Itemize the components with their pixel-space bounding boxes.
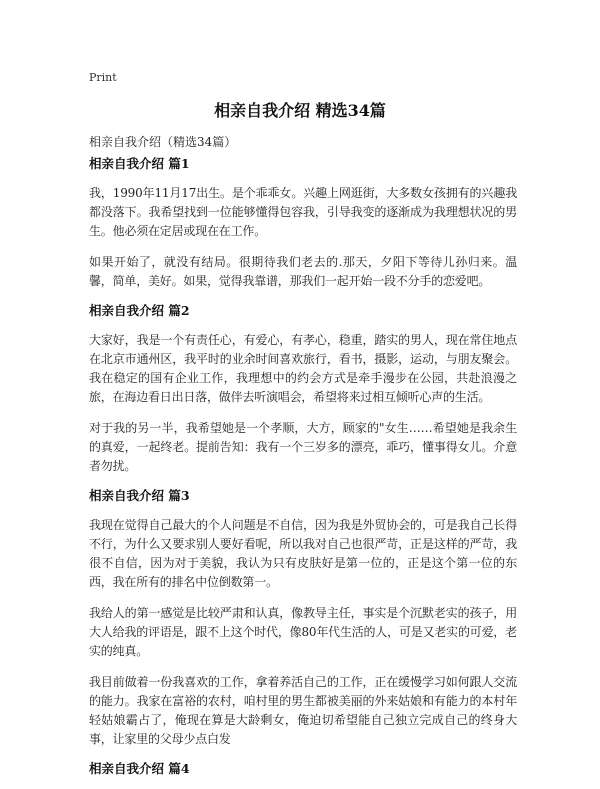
- paragraph: 我现在觉得自己最大的个人问题是不自信，因为我是外贸协会的，可是我自己长得不行，为什么又要求别人要好看呢，所以我对自己也很严苛，正是这样的严苛，我很不自信，因为对于美貌，我认为只有皮肤好是第一位的，正是这个第一位的东西，我在所有的排名中位倒数第一。: [89, 518, 517, 589]
- section-heading-1: 相亲自我介绍 篇1: [89, 156, 190, 171]
- section-heading-4: 相亲自我介绍 篇4: [89, 761, 190, 776]
- document-subtitle: 相亲自我介绍（精选34篇）: [89, 135, 237, 149]
- paragraph: 对于我的另一半，我希望她是一个孝顺，大方，顾家的"女生……希望她是我余生的真爱，一起终老。提前告知：我有一个三岁多的漂亮，乖巧，懂事得女儿。介意者勿扰。: [89, 421, 517, 473]
- paragraph: 大家好，我是一个有责任心，有爱心，有孝心，稳重，踏实的男人，现在常住地点在北京市通州区，我平时的业余时间喜欢旅行，看书，摄影，运动，与朋友聚会。我在稳定的国有企业工作，我理想中的约会方式是牵手漫步在公园，共赴浪漫之旅，在海边看日出日落，做伴去听演唱会，希望将来过相互倾听心声的生活。: [89, 333, 517, 404]
- paragraph: 我给人的第一感觉是比较严肃和认真，像教导主任，事实是个沉默老实的孩子，用大人给我的评语是，跟不上这个时代，像80年代生活的人，可是又老实的可爱，老实的纯真。: [89, 606, 517, 658]
- paragraph: 如果开始了，就没有结局。很期待我们老去的.那天，夕阳下等待儿孙归来。温馨，简单，美好。如果，觉得我靠谱，那我们一起开始一段不分手的恋爱吧。: [89, 255, 517, 288]
- article-body: [89, 156, 517, 789]
- print-link[interactable]: Print: [89, 71, 117, 84]
- section-heading-3: 相亲自我介绍 篇3: [89, 488, 190, 503]
- paragraph: 我，1990年11月17出生。是个乖乖女。兴趣上网逛街，大多数女孩拥有的兴趣我都没落下。我希望找到一位能够懂得包容我，引导我变的逐渐成为我理想状况的男生。他必须在定居或现在在工作。: [89, 186, 517, 238]
- paragraph: 我目前做着一份我喜欢的工作，拿着养活自己的工作，正在缓慢学习如何跟人交流的能力。我家在富裕的农村，咱村里的男生都被美丽的外来姑娘和有能力的本村年轻姑娘霸占了，俺现在算是大龄剩女，俺迫切希望能自己独立完成自己的终身大事，让家里的父母少点白发: [89, 675, 517, 746]
- section-heading-2: 相亲自我介绍 篇2: [89, 303, 190, 318]
- page-title: 相亲自我介绍 精选34篇: [214, 101, 386, 120]
